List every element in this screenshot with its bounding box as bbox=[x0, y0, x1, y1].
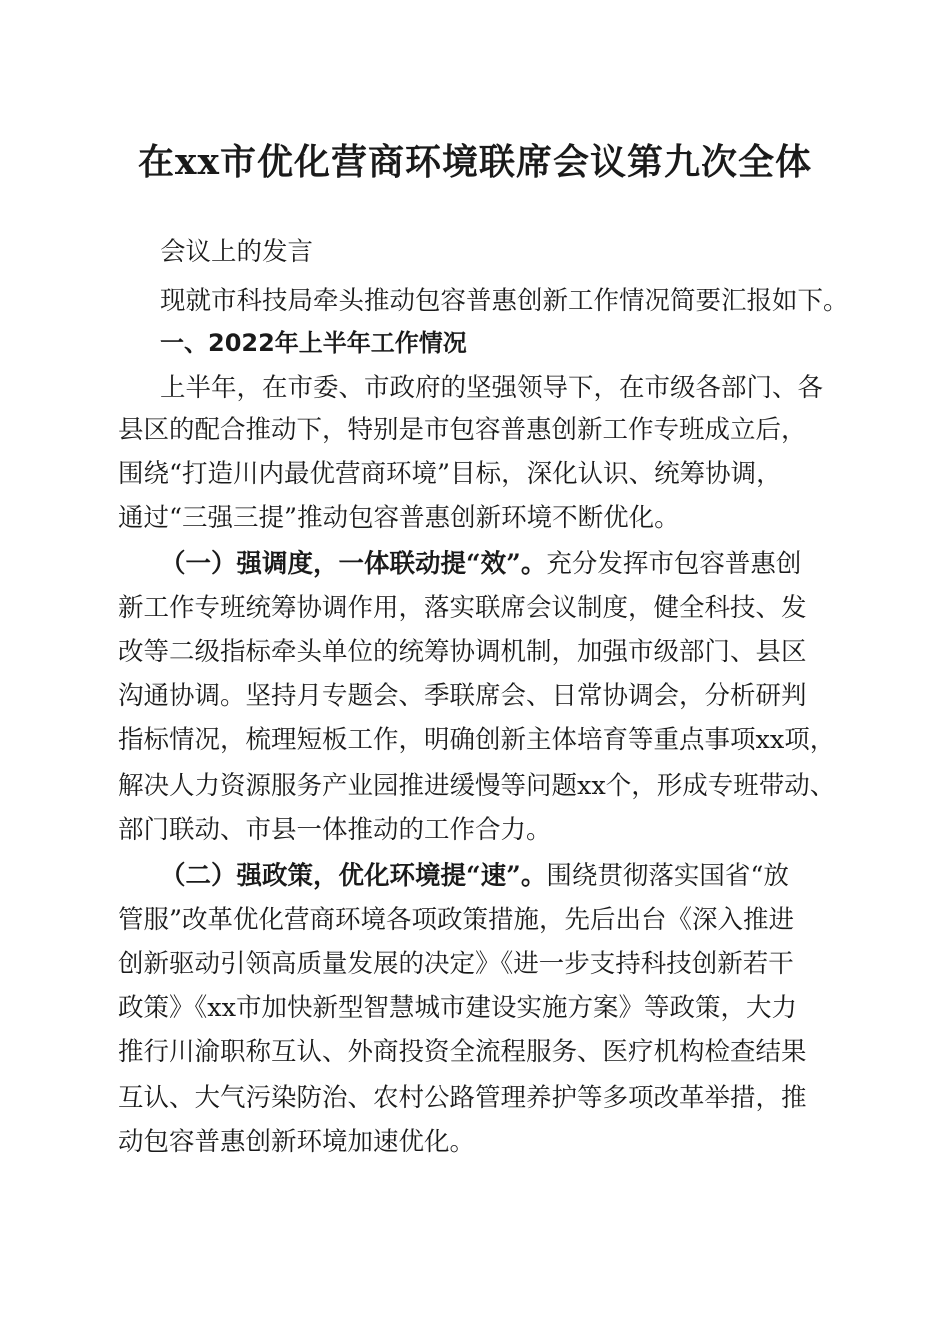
paragraph-line: 创新驱动引领高质量发展的决定》《进一步支持科技创新若干 bbox=[118, 949, 794, 979]
paragraph-line: 推行川渝职称互认、外商投资全流程服务、医疗机构检查结果 bbox=[118, 1037, 807, 1067]
paragraph-text: 充分发挥市包容普惠创 bbox=[546, 549, 802, 579]
paragraph-line: 上半年，在市委、市政府的坚强领导下，在市级各部门、各 bbox=[160, 373, 824, 403]
paragraph-first-line bbox=[160, 858, 789, 894]
paragraph-line: 动包容普惠创新环境加速优化。 bbox=[118, 1127, 476, 1157]
paragraph-line: 部门联动、市县一体推动的工作合力。 bbox=[118, 815, 552, 845]
document-title: 在xx市优化营商环境联席会议第九次全体 bbox=[138, 141, 812, 183]
paragraph-line: 指标情况，梳理短板工作，明确创新主体培育等重点事项xx项， bbox=[118, 725, 836, 755]
paragraph-text: 围绕贯彻落实国省“放 bbox=[546, 861, 789, 891]
section-heading: 一、2022年上半年工作情况 bbox=[160, 329, 467, 357]
paragraph-line: 互认、大气污染防治、农村公路管理养护等多项改革举措，推 bbox=[118, 1083, 807, 1113]
paragraph-line: 通过“三强三提”推动包容普惠创新环境不断优化。 bbox=[118, 503, 680, 533]
paragraph-first-line bbox=[160, 546, 801, 582]
paragraph-line: 围绕“打造川内最优营商环境”目标，深化认识、统筹协调， bbox=[118, 459, 782, 489]
paragraph-line: 管服”改革优化营商环境各项政策措施，先后出台《深入推进 bbox=[118, 905, 795, 935]
intro-line: 现就市科技局牵头推动包容普惠创新工作情况简要汇报如下。 bbox=[160, 286, 849, 316]
sub-heading: （二）强政策，优化环境提“速”。 bbox=[160, 861, 547, 891]
paragraph-line: 县区的配合推动下，特别是市包容普惠创新工作专班成立后， bbox=[118, 415, 807, 445]
sub-heading: （一）强调度，一体联动提“效”。 bbox=[160, 549, 547, 579]
paragraph-line: 新工作专班统筹协调作用，落实联席会议制度，健全科技、发 bbox=[118, 593, 807, 623]
paragraph-line: 解决人力资源服务产业园推进缓慢等问题xx个，形成专班带动、 bbox=[118, 771, 836, 801]
paragraph-line: 沟通协调。坚持月专题会、季联席会、日常协调会，分析研判 bbox=[118, 681, 807, 711]
subtitle-line: 会议上的发言 bbox=[160, 237, 314, 267]
paragraph-line: 改等二级指标牵头单位的统筹协调机制，加强市级部门、县区 bbox=[118, 637, 807, 667]
paragraph-line: 政策》《xx市加快新型智慧城市建设实施方案》等政策，大力 bbox=[118, 993, 798, 1023]
